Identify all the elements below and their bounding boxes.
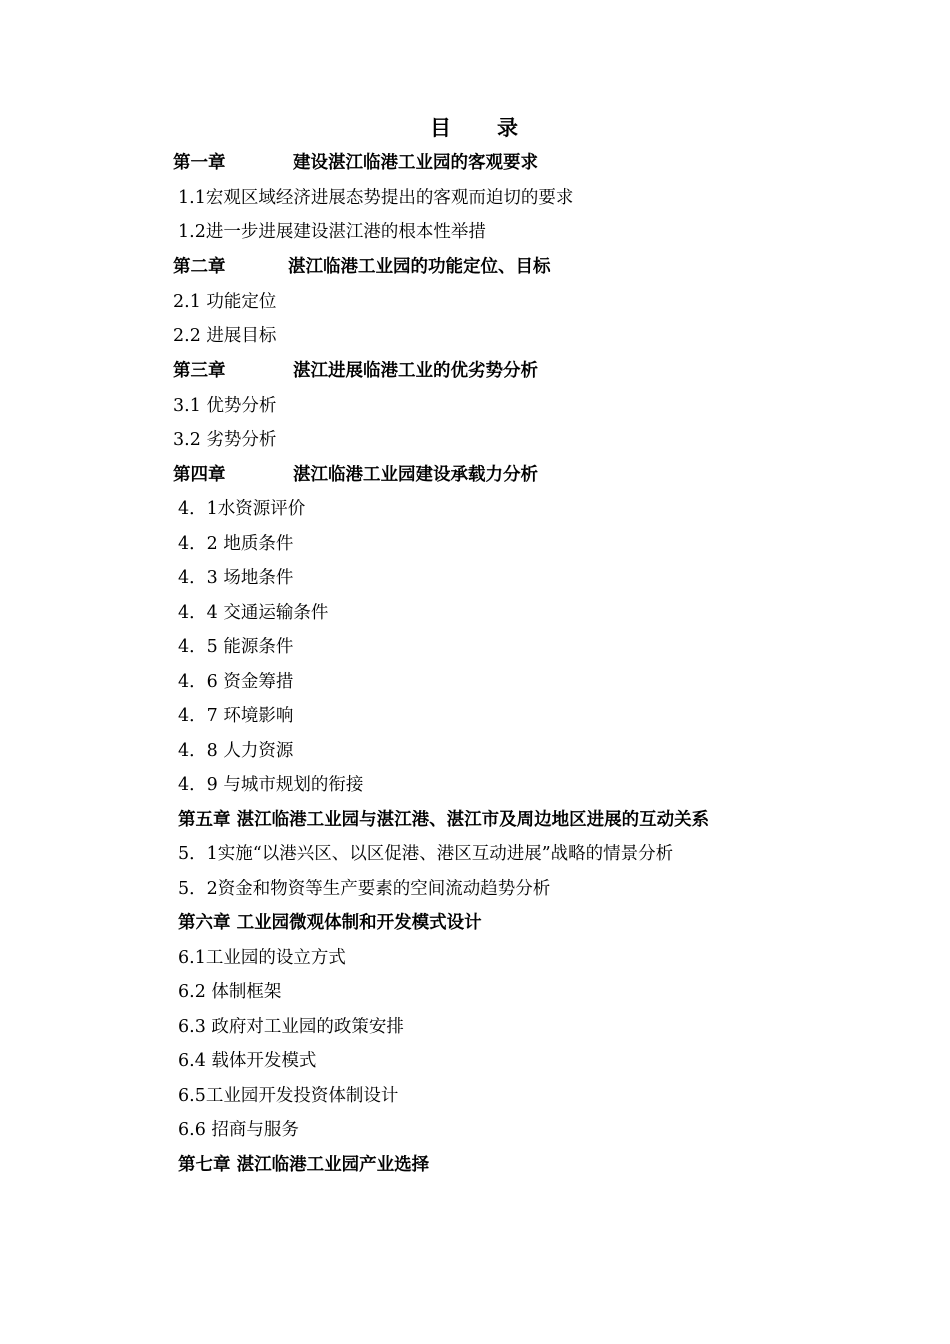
- toc-section-4-9[interactable]: 4．9 与城市规划的衔接: [178, 775, 364, 795]
- toc-section-2-2[interactable]: 2.2 进展目标: [173, 326, 277, 346]
- toc-section-3-2[interactable]: 3.2 劣势分析: [173, 430, 277, 450]
- toc-section-6-2[interactable]: 6.2 体制框架: [178, 982, 282, 1002]
- toc-section-6-6[interactable]: 6.6 招商与服务: [178, 1120, 299, 1140]
- toc-section-6-1[interactable]: 6.1工业园的设立方式: [178, 948, 346, 968]
- toc-section-4-5[interactable]: 4．5 能源条件: [178, 637, 294, 657]
- toc-section-4-6[interactable]: 4．6 资金筹措: [178, 672, 294, 692]
- toc-section-6-5[interactable]: 6.5工业园开发投资体制设计: [178, 1086, 399, 1106]
- toc-section-1-2[interactable]: 1.2进一步进展建设湛江港的根本性举措: [178, 222, 486, 242]
- chapter-number: 第四章: [173, 465, 226, 485]
- toc-section-4-7[interactable]: 4．7 环境影响: [178, 706, 294, 726]
- toc-section-4-4[interactable]: 4．4 交通运输条件: [178, 603, 329, 623]
- toc-section-3-1[interactable]: 3.1 优势分析: [173, 396, 277, 416]
- toc-section-5-2[interactable]: 5．2资金和物资等生产要素的空间流动趋势分析: [178, 879, 551, 899]
- toc-section-6-4[interactable]: 6.4 载体开发模式: [178, 1051, 317, 1071]
- toc-chapter-3[interactable]: [173, 359, 538, 383]
- toc-section-1-1[interactable]: 1.1宏观区域经济进展态势提出的客观而迫切的要求: [178, 188, 574, 208]
- toc-title-right: 录: [497, 115, 520, 140]
- toc-section-4-8[interactable]: 4．8 人力资源: [178, 741, 294, 761]
- chapter-number: 第一章: [173, 153, 226, 173]
- toc-section-4-3[interactable]: 4．3 场地条件: [178, 568, 294, 588]
- chapter-number: 第三章: [173, 361, 226, 381]
- toc-title-left: 目: [430, 115, 453, 140]
- chapter-title: 湛江临港工业园的功能定位、目标: [288, 257, 551, 277]
- toc-chapter-7[interactable]: 第七章 湛江临港工业园产业选择: [178, 1155, 430, 1175]
- toc-section-4-2[interactable]: 4．2 地质条件: [178, 534, 294, 554]
- toc-section-2-1[interactable]: 2.1 功能定位: [173, 292, 277, 312]
- chapter-title: 湛江进展临港工业的优劣势分析: [293, 361, 538, 381]
- toc-chapter-4[interactable]: [173, 463, 538, 487]
- chapter-title: 湛江临港工业园建设承载力分析: [293, 465, 538, 485]
- chapter-number: 第二章: [173, 257, 226, 277]
- toc-section-6-3[interactable]: 6.3 政府对工业园的政策安排: [178, 1017, 404, 1037]
- chapter-title: 建设湛江临港工业园的客观要求: [293, 153, 538, 173]
- toc-title: [0, 114, 950, 142]
- toc-chapter-1[interactable]: [173, 151, 538, 175]
- toc-chapter-2[interactable]: [173, 255, 551, 279]
- toc-section-5-1[interactable]: 5．1实施“以港兴区、以区促港、港区互动进展”战略的情景分析: [178, 844, 674, 864]
- toc-chapter-6[interactable]: 第六章 工业园微观体制和开发模式设计: [178, 913, 482, 933]
- toc-chapter-5[interactable]: 第五章 湛江临港工业园与湛江港、湛江市及周边地区进展的互动关系: [178, 810, 710, 830]
- toc-section-4-1[interactable]: 4．1水资源评价: [178, 499, 306, 519]
